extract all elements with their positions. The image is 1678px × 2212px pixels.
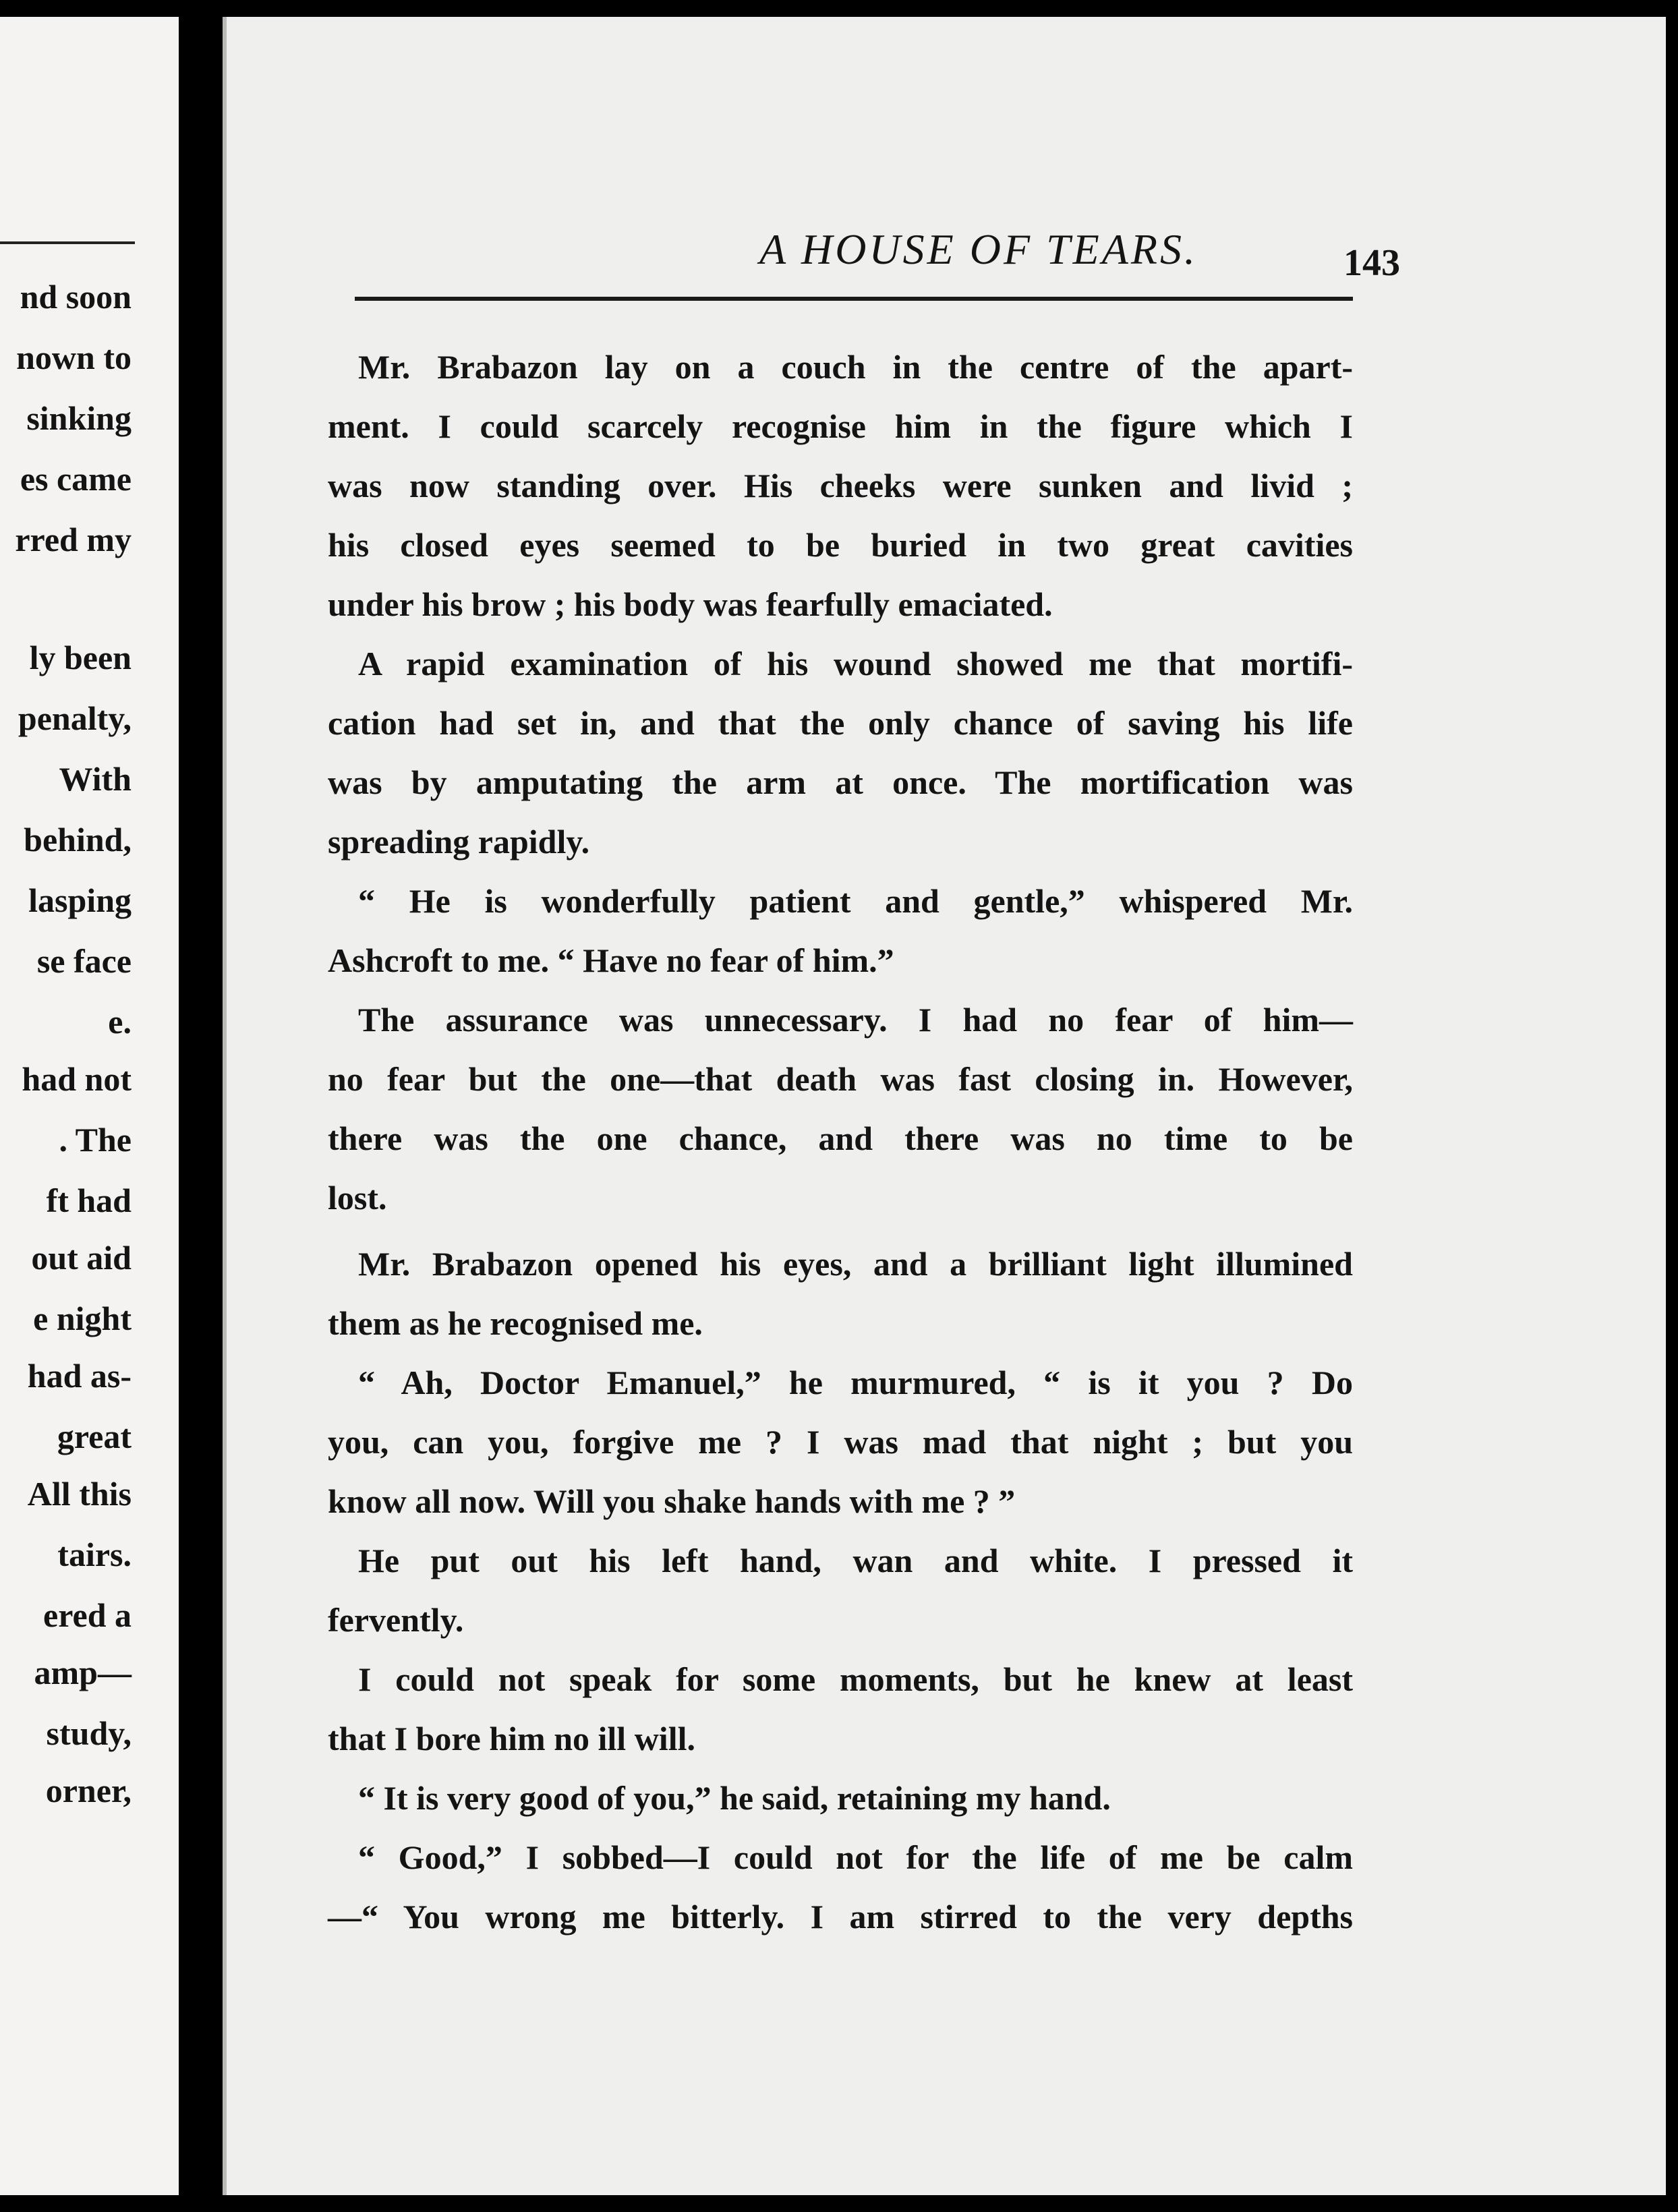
left-page-line: e. [108, 1003, 132, 1041]
left-page-line: . The [59, 1121, 132, 1159]
left-page-line: All this [27, 1475, 132, 1513]
text-line: Mr. Brabazon lay on a couch in the centre of the apart- [358, 348, 1353, 386]
text-line: his closed eyes seemed to be buried in two great cavities [328, 526, 1353, 564]
text-line: “ Ah, Doctor Emanuel,” he murmured, “ is it you ? Do [358, 1364, 1353, 1401]
left-page-line: had as- [27, 1357, 132, 1395]
left-page-line: had not [22, 1060, 132, 1098]
text-line: “ It is very good of you,” he said, retaining my hand. [358, 1779, 1111, 1817]
text-line: He put out his left hand, wan and white. I pressed it [358, 1542, 1353, 1579]
text-line: spreading rapidly. [328, 823, 590, 861]
left-page-line: tairs. [57, 1536, 132, 1573]
text-line: them as he recognised me. [328, 1304, 703, 1342]
text-line: Mr. Brabazon opened his eyes, and a brilliant light illumined [358, 1245, 1353, 1283]
left-page-line: ly been [29, 639, 132, 676]
left-page-line: rred my [15, 521, 132, 558]
text-line: no fear but the one—that death was fast closing in. However, [328, 1060, 1353, 1098]
body-text [328, 337, 1353, 1946]
left-page-line: es came [20, 460, 132, 498]
text-line: that I bore him no ill will. [328, 1720, 695, 1757]
left-page-line: ft had [46, 1182, 132, 1219]
text-line: know all now. Will you shake hands with me ? ” [328, 1482, 1016, 1520]
left-page-line: sinking [26, 399, 132, 437]
left-page-line: study, [46, 1714, 132, 1752]
left-page-line: nd soon [20, 278, 132, 316]
text-line: A rapid examination of his wound showed me that mortifi- [358, 645, 1353, 682]
left-page-line: lasping [28, 881, 132, 919]
left-page-line: out aid [31, 1239, 132, 1277]
text-line: —“ You wrong me bitterly. I am stirred to the very depths [328, 1898, 1353, 1936]
left-page-line: e night [33, 1300, 132, 1337]
text-line: lost. [328, 1179, 387, 1217]
text-line: The assurance was unnecessary. I had no fear of him— [358, 1001, 1353, 1039]
left-page-line: penalty, [18, 699, 132, 737]
left-page-fragment [0, 17, 179, 2195]
left-page-line: nown to [16, 339, 132, 376]
running-head: A HOUSE OF TEARS. [759, 225, 1198, 273]
right-page [223, 17, 1666, 2195]
text-line: fervently. [328, 1601, 464, 1639]
text-line: was by amputating the arm at once. The mortification was [328, 763, 1353, 801]
left-page-line: great [57, 1418, 132, 1455]
text-line: under his brow ; his body was fearfully emaciated. [328, 585, 1053, 623]
left-page-rule [0, 241, 135, 244]
left-page-line: orner, [45, 1772, 132, 1809]
text-line: was now standing over. His cheeks were sunken and livid ; [328, 467, 1353, 504]
left-page-line: behind, [24, 821, 132, 858]
text-line: Ashcroft to me. “ Have no fear of him.” [328, 941, 894, 979]
text-line: you, can you, forgive me ? I was mad that night ; but you [328, 1423, 1353, 1461]
text-line: I could not speak for some moments, but he knew at least [358, 1660, 1353, 1698]
left-page-line: amp— [34, 1654, 132, 1691]
text-line: cation had set in, and that the only chance of saving his life [328, 704, 1353, 742]
header-rule [355, 297, 1353, 301]
text-line: ment. I could scarcely recognise him in the figure which I [328, 407, 1353, 445]
text-line: “ Good,” I sobbed—I could not for the life of me be calm [358, 1838, 1353, 1876]
text-line: there was the one chance, and there was no time to be [328, 1119, 1353, 1157]
left-page-line: se face [36, 942, 132, 980]
left-page-line: With [59, 760, 132, 798]
page-number: 143 [1343, 242, 1400, 284]
left-page-line: ered a [43, 1596, 132, 1634]
text-line: “ He is wonderfully patient and gentle,” whispered Mr. [358, 882, 1353, 920]
